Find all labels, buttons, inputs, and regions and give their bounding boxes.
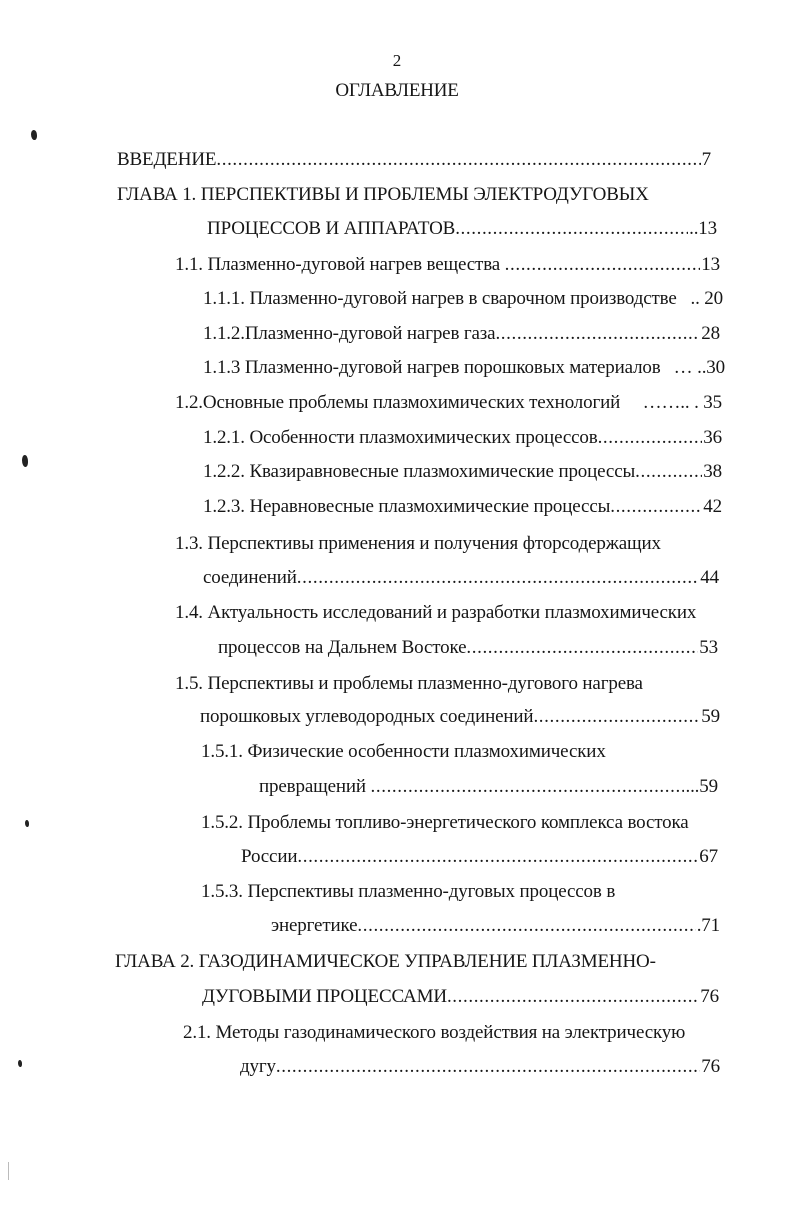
- toc-entry-1-5-3-line-1: 1.5.3. Перспективы плазменно-дуговых процессов в: [201, 881, 616, 902]
- toc-entry-2-1-line-1: 2.1. Методы газодинамического воздействия на электрическую: [183, 1022, 686, 1043]
- page-number: 2: [392, 51, 402, 70]
- toc-entry-1-2: 1.2.Основные проблемы плазмохимических технологий …….. . 35: [175, 392, 722, 413]
- toc-entry-chapter-2-line-2: ДУГОВЫМИ ПРОЦЕССАМИ 76 .....: [202, 985, 719, 1009]
- toc-entry-chapter-1-line-1: ГЛАВА 1. ПЕРСПЕКТИВЫ И ПРОБЛЕМЫ ЭЛЕКТРОДУГОВЫХ: [117, 184, 649, 205]
- toc-entry-1-5-1-line-2: превращений ...59 .....: [259, 775, 718, 799]
- toc-entry-1-2-3: 1.2.3. Неравновесные плазмохимические процессы 42 .....: [203, 495, 722, 519]
- binder-hole-mark: [18, 1060, 22, 1067]
- toc-entry-1-2-1: 1.2.1. Особенности плазмохимических процессов 36 .....: [203, 426, 722, 450]
- toc-entry-chapter-1-line-2: ПРОЦЕССОВ И АППАРАТОВ ..13 .....: [207, 217, 717, 241]
- toc-entry-1-5-line-1: 1.5. Перспективы и проблемы плазменно-дугового нагрева: [175, 673, 643, 694]
- binder-hole-mark: [22, 455, 28, 467]
- toc-entry-1-5-1-line-1: 1.5.1. Физические особенности плазмохимических: [201, 741, 606, 762]
- toc-entry-1-1-1: 1.1.1. Плазменно-дуговой нагрев в сварочном производстве .. 20: [203, 288, 723, 309]
- toc-entry-1-1-3: 1.1.3 Плазменно-дуговой нагрев порошковых материалов … ..30: [203, 357, 725, 378]
- toc-entry-1-1-2: 1.1.2.Плазменно-дуговой нагрев газа 28 .....: [203, 322, 720, 346]
- binder-hole-mark: [25, 820, 29, 827]
- scan-edge-mark: [8, 1162, 9, 1180]
- toc-entry-1-5-2-line-2: России 67 .....: [241, 845, 718, 869]
- toc-entry-1-1: 1.1. Плазменно-дуговой нагрев вещества 13 .....: [175, 253, 720, 277]
- toc-entry-1-2-2: 1.2.2. Квазиравновесные плазмохимические процессы 38 .....: [203, 460, 722, 484]
- toc-entry-chapter-2-line-1: ГЛАВА 2. ГАЗОДИНАМИЧЕСКОЕ УПРАВЛЕНИЕ ПЛАЗМЕННО-: [115, 951, 656, 972]
- toc-entry-introduction: ВВЕДЕНИЕ 7 .....: [117, 148, 711, 172]
- toc-entry-1-3-line-1: 1.3. Перспективы применения и получения фторсодержащих: [175, 533, 661, 554]
- toc-entry-1-5-3-line-2: энергетике .71 .....: [271, 914, 720, 938]
- toc-entry-2-1-line-2: дугу 76 .....: [240, 1055, 720, 1079]
- page-title: ОГЛАВЛЕНИЕ: [335, 80, 459, 101]
- toc-entry-1-3-line-2: соединений 44 .....: [203, 566, 719, 590]
- toc-entry-1-5-line-2: порошковых углеводородных соединений 59 .....: [200, 705, 720, 729]
- toc-entry-1-4-line-2: процессов на Дальнем Востоке 53 .....: [218, 636, 718, 660]
- toc-entry-1-4-line-1: 1.4. Актуальность исследований и разработки плазмохимических: [175, 602, 697, 623]
- toc-entry-1-5-2-line-1: 1.5.2. Проблемы топливо-энергетического комплекса востока: [201, 812, 689, 833]
- binder-hole-mark: [31, 130, 37, 140]
